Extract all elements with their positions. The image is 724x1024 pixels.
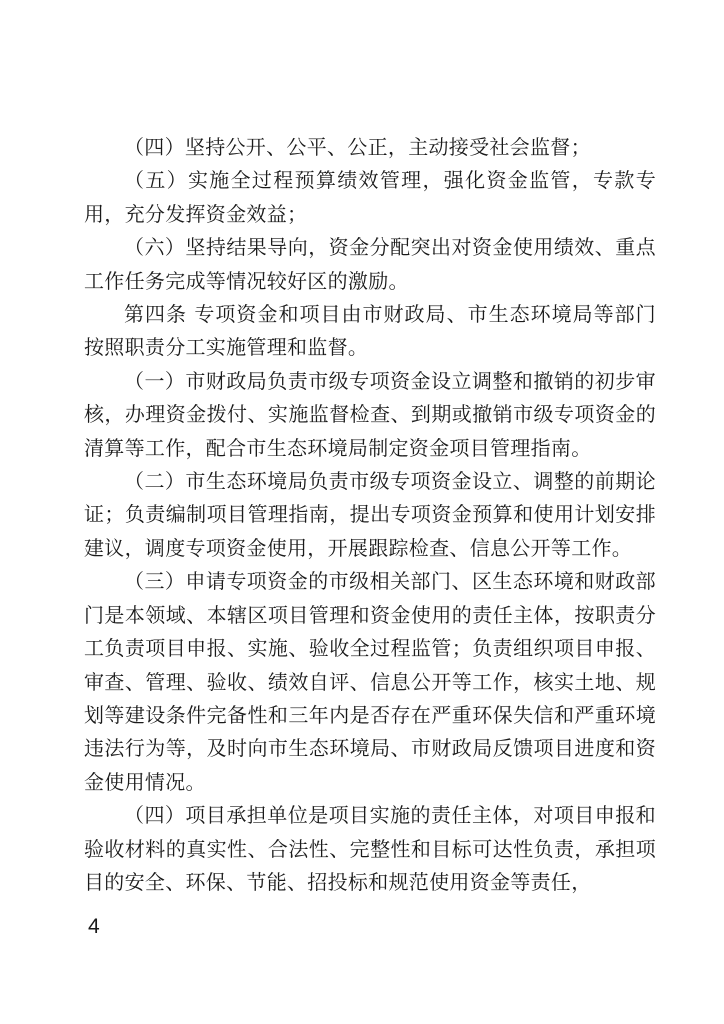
paragraph-duty-2: （二）市生态环境局负责市级专项资金设立、调整的前期论证；负责编制项目管理指南，提出专项资金预算和使用计划安排建议，调度专项资金使用，开展跟踪检查、信息公开等工作。 bbox=[84, 469, 656, 560]
document-body bbox=[84, 131, 656, 899]
page-number: 4 bbox=[88, 915, 100, 938]
paragraph-article-4: 第四条 专项资金和项目由市财政局、市生态环境局等部门按照职责分工实施管理和监督。 bbox=[84, 302, 656, 360]
paragraph-duty-4: （四）项目承担单位是项目实施的责任主体，对项目申报和验收材料的真实性、合法性、完整性和目标可达性负责，承担项目的安全、环保、节能、招投标和规范使用资金等责任， bbox=[84, 803, 656, 894]
paragraph-principle-4: （四）坚持公开、公平、公正，主动接受社会监督； bbox=[124, 135, 591, 159]
paragraph-duty-3: （三）申请专项资金的市级相关部门、区生态环境和财政部门是本领域、本辖区项目管理和资金使用的责任主体，按职责分工负责项目申报、实施、验收全过程监管；负责组织项目申报、审查、管理、验收、绩效自评、信息公开等工作，核实土地、规划等建设条件完备性和三年内是否存在严重环保失信和严重环境违法行为等，及时向市生态环境局、市财政局反馈项目进度和资金使用情况。 bbox=[84, 569, 656, 794]
paragraph-principle-6: （六）坚持结果导向，资金分配突出对资金使用绩效、重点工作任务完成等情况较好区的激励。 bbox=[84, 235, 656, 293]
paragraph-duty-1: （一）市财政局负责市级专项资金设立调整和撤销的初步审核，办理资金拨付、实施监督检查、到期或撤销市级专项资金的清算等工作，配合市生态环境局制定资金项目管理指南。 bbox=[84, 368, 656, 460]
paragraph-principle-5: （五）实施全过程预算绩效管理，强化资金监管，专款专用，充分发挥资金效益； bbox=[84, 168, 656, 226]
